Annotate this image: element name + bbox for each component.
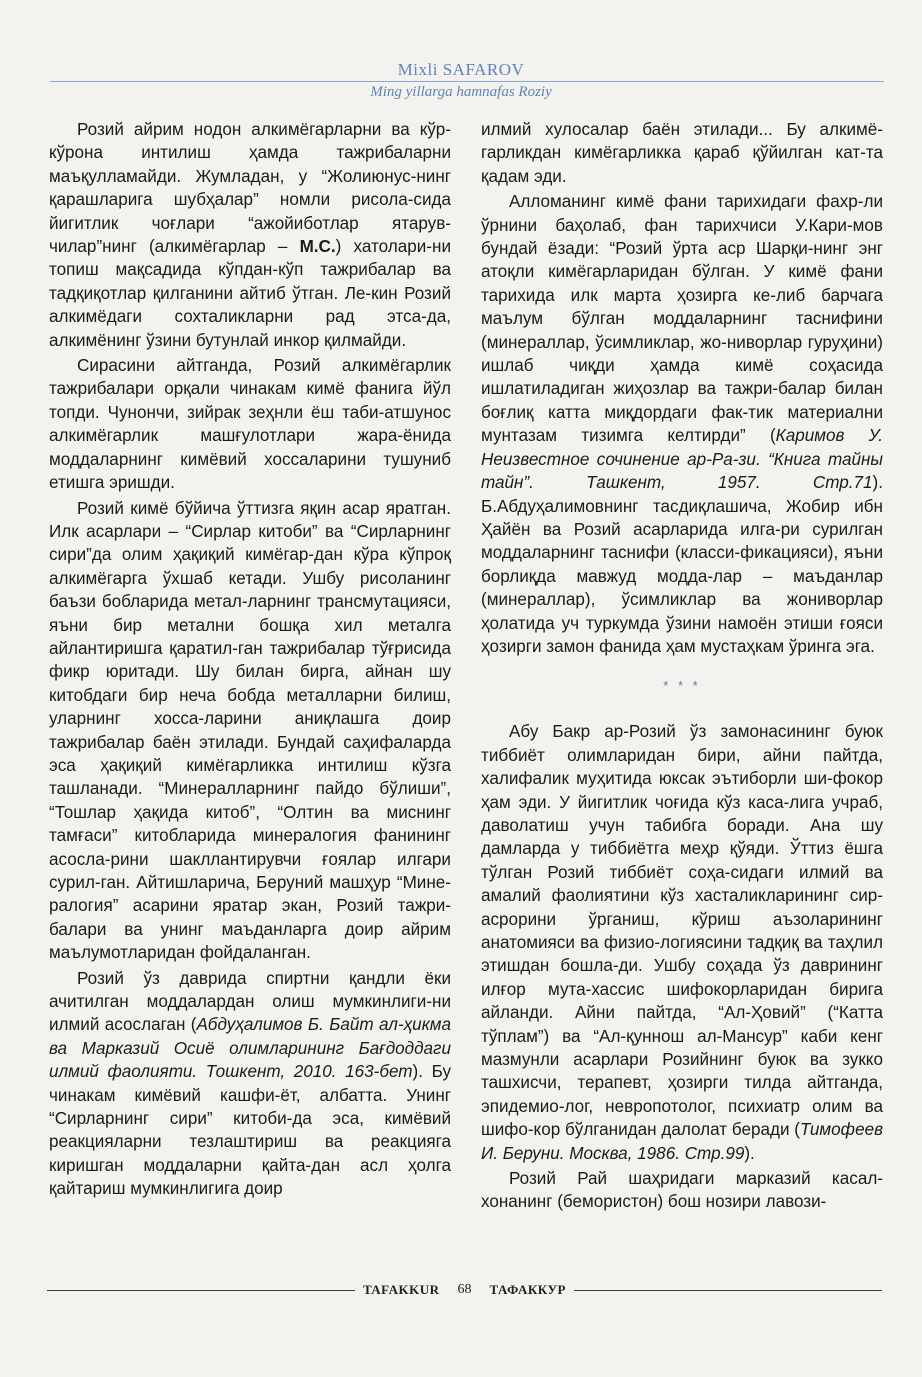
paragraph: Розий айрим нодон алкимёгарларни ва кўр-кўрона интилиш ҳамда тажрибаларни маъқулламайди. Жумладан, у “Жолиюнус-нинг қарашларига шубҳалар” номли рисола-сида йигитлик чоғлари “ажойиботлар ятарув-чилар”нинг (алкимёгарлар – М.С.) хатолари-ни топиш мақсадида кўпдан-кўп тажрибалар ва тадқиқотлар қилганини айтиб ўтган. Ле-кин Розий алкимёдаги сохталикларни рад этса-да, алкимёнинг ўзини бутунлай инкор қилмайди. bbox=[49, 120, 451, 350]
paragraph: Сирасини айтганда, Розий алкимёгарлик тажрибалари орқали чинакам кимё фанига йўл топди. Чунончи, зийрак зеҳнли ёш таби-атшунос алкимёгарлик машғулотлари жара-ёнида моддаларнинг кимёвий хоссаларини тушуниб етишга эришди. bbox=[49, 356, 451, 493]
paragraph: Розий Рай шаҳридаги марказий касал-хонанинг (бемористон) бош нозири лавози- bbox=[481, 1169, 883, 1212]
footer-latin-title: TAFAKKUR bbox=[363, 1282, 440, 1297]
citation: Абдуҳалимов Б. Байт ал-ҳикма ва Марказий Осиё олимларининг Бағдоддаги илмий фаолияти. Тошкент, 2010. 163-бет bbox=[49, 1015, 451, 1082]
footer-cyrillic-title: ТАФАККУР bbox=[489, 1282, 566, 1297]
right-column bbox=[481, 118, 883, 1216]
citation: Тимофеев И. Беруни. Москва, 1986. Стр.99 bbox=[481, 1120, 883, 1163]
section-separator: * * * bbox=[663, 678, 701, 694]
left-column bbox=[49, 118, 451, 1203]
header-subtitle: Ming yillarga hamnafas Roziy bbox=[370, 84, 552, 100]
page-footer bbox=[47, 1278, 882, 1302]
paragraph: илмий хулосалар баён этилади... Бу алкимё-гарликдан кимёгарликка қараб қўйилган кат-та қадам эди. bbox=[481, 120, 883, 186]
footer-rule-right bbox=[574, 1290, 882, 1291]
footer-rule-left bbox=[47, 1290, 355, 1291]
paragraph: Абу Бакр ар-Розий ўз замонасининг буюк тиббиёт олимларидан бири, айни пайтда, халифалик муҳитида юксак эътиборли ши-фокор ҳам эди. У йигитлик чоғида кўз каса-лига учраб, даволатиш учун табибга боради. Ана шу дамларда у тиббиётга меҳр қўяди. Ўттиз ёшга тўлган Розий тиббиёт соҳа-сидаги илмий ва амалий фаолиятини кўз хасталикларининг сир-асрорини ўрганиш, кўриш аъзоларининг анатомияси ва физио-логиясини тадқиқ ва таҳлил этишдан бошла-ди. Ушбу соҳада ўз даврининг илғор мута-хассис шифокорларидан бирига айланди. Айни пайтда, “Ал-Ҳовий” (“Катта тўплам”) ва “Ал-қуннош ал-Мансур” каби кенг мазмунли асарлари Розийнинг буюк ва зукко ташхисчи, терапевт, ҳозирги тилда айтганда, эпидемио-лог, невропотолог, психиатр олим ва шифо-кор бўлганидан далолат беради (Тимофеев И. Беруни. Москва, 1986. Стр.99). bbox=[481, 722, 883, 1163]
page-number: 68 bbox=[457, 1282, 472, 1297]
running-header bbox=[0, 60, 922, 101]
header-rule bbox=[50, 81, 884, 82]
citation: Каримов У. Неизвестное сочинение ар-Ра-зи. “Книга тайны тайн”. Ташкент, 1957. Стр.71 bbox=[481, 426, 883, 493]
header-author: Mixli SAFAROV bbox=[397, 60, 525, 79]
paragraph: Алломанинг кимё фани тарихидаги фахр-ли ўрнини баҳолаб, фан тарихчиси У.Кари-мов бундай ёзади: “Розий ўрта аср Шарқи-нинг энг атоқли кимёгарларидан бўлган. У кимё фани тарихида илк марта ҳозирга ке-либ барчага маълум бўлган моддаларнинг таснифини (минераллар, ўсимликлар, жо-ниворлар гуруҳини) ишлаб чиқди ҳамда кимё соҳасида ишлатиладиган жиҳозлар ва тажри-балар билан боғлиқ катта миқдордаги фак-тик материални мунтазам тизимга келтирди” (Каримов У. Неизвестное сочинение ар-Ра-зи. “Книга тайны тайн”. Ташкент, 1957. Стр.71). Б.Абдуҳалимовнинг тасдиқлашича, Жобир ибн Ҳайён ва Розий асарларида илга-ри сурилган моддаларнинг таснифи (класси-фикацияси), яъни борлиқда мавжуд модда-лар – маъданлар (минераллар), ўсимликлар ва жониворлар ҳолатида уч туркумда ўзини намоён этиши ғояси ҳозирги замон фанида ҳам мустаҳкам ўринга эга. bbox=[481, 192, 883, 656]
paragraph: Розий ўз даврида спиртни қандли ёки ачитилган моддалардан олиш мумкинлиги-ни илмий асослаган (Абдуҳалимов Б. Байт ал-ҳикма ва Марказий Осиё олимларининг Бағдоддаги илмий фаолияти. Тошкент, 2010. 163-бет). Бу чинакам кимёвий кашфи-ёт, албатта. Унинг “Сирларнинг сири” китоби-да эса, кимёвий реакцияларни тезлаштириш ва реакцияга киришган моддаларни қайта-дан асл ҳолга қайтариш мумкинлигига доир bbox=[49, 968, 451, 1199]
paragraph: Розий кимё бўйича ўттизга яқин асар яратган. Илк асарлари – “Сирлар китоби” ва “Сирларнинг сири”да олим ҳақиқий кимёгар-дан кўра кўпроқ алкимёгарга ўхшаб кетади. Ушбу рисоланинг баъзи бобларида метал-ларнинг трансмутацияси, яъни бир метални бошқа хил металга айлантиришга қаратил-ган тажрибалар тўғрисида фикр юритади. Шу билан бирга, айнан шу китобдаги бир неча бобда металларни билиш, уларнинг хосса-ларини аниқлашга доир тажрибалар баён этилади. Бундай саҳифаларда эса ҳақиқий кимёгарликка интилиш кўзга ташланади. “Минералларнинг пайдо бўлиши”, “Тошлар ҳақида китоб”, “Олтин ва миснинг тамғаси” китобларида минералогия фанининг асосла-рини шакллантирувчи ғоялар илгари сурил-ган. Айтишларича, Беруний машҳур “Мине-ралогия” асарини яратар экан, Розий тажри-балари ва унинг маъданларга доир айрим маълумотларидан фойдаланган. bbox=[49, 498, 451, 963]
